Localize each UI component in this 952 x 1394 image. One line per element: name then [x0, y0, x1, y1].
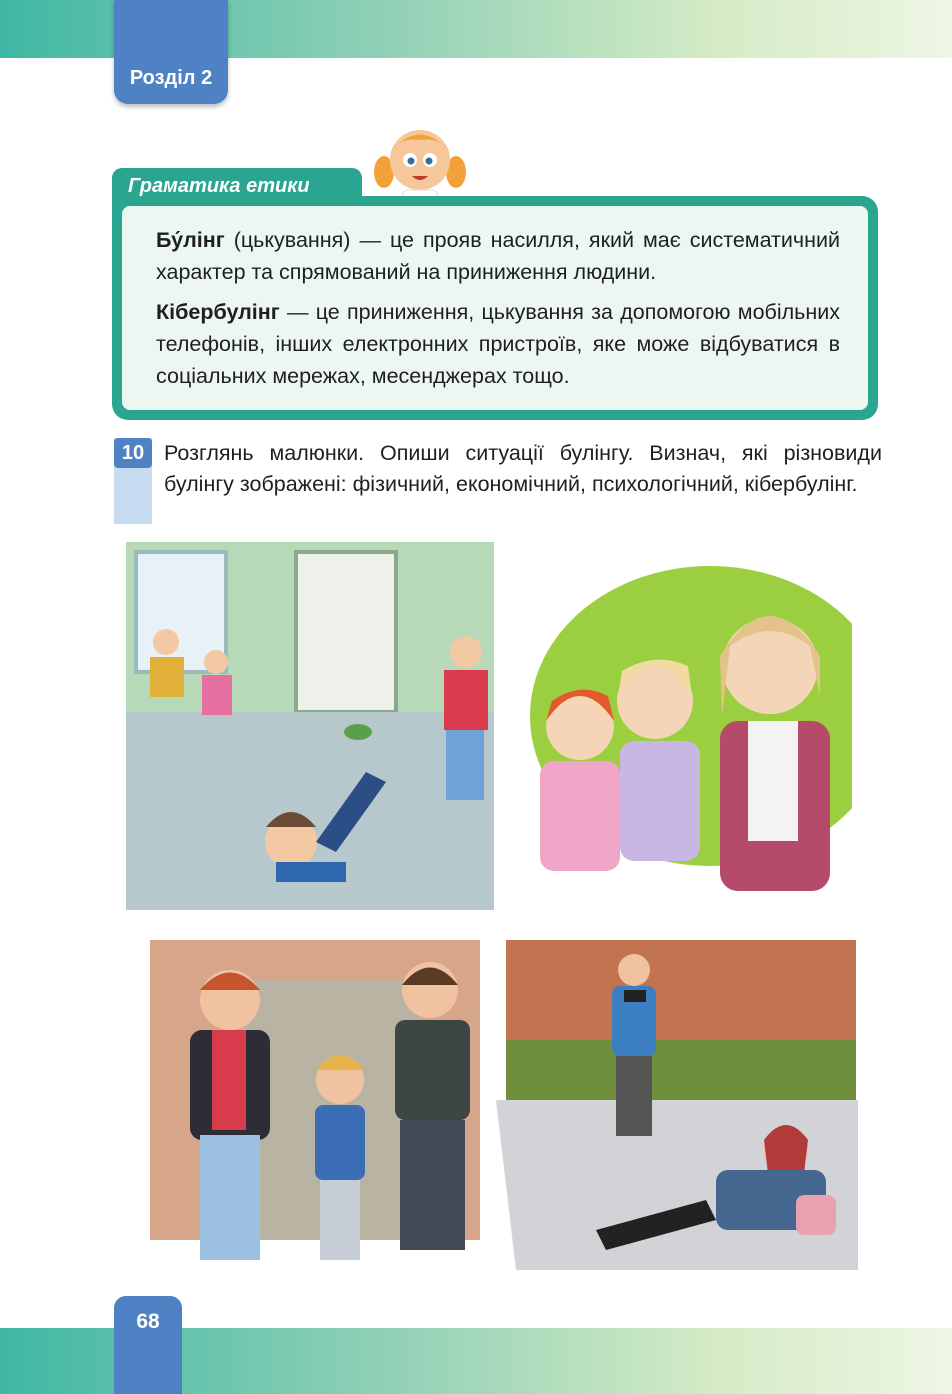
illustration-filming	[496, 930, 858, 1280]
task-number: 10	[114, 438, 152, 468]
term-cyberbullying: Кібербулінг	[156, 300, 280, 324]
school-corridor-tripping-scene-icon	[126, 542, 494, 910]
illustration-whispering	[510, 556, 852, 912]
illustration-corridor	[126, 542, 494, 910]
grammar-label-text: Граматика етики	[128, 174, 310, 197]
definition-box	[112, 196, 878, 420]
illustration-extortion	[130, 930, 492, 1280]
girls-whispering-scene-icon	[510, 556, 852, 912]
definition-content	[122, 206, 868, 410]
definition-bullying	[156, 224, 840, 288]
section-label: Розділ 2	[129, 67, 213, 89]
girl-filmed-on-phone-scene-icon	[496, 930, 858, 1280]
definition-cyberbullying-text: — це приниження, цькування за допомогою мобільних телефонів, інших електронних пристроїв, яке може відбуватися в соціальних мережах, месенджерах тощо.	[156, 300, 840, 388]
page-number-tab	[114, 1296, 182, 1394]
term-bullying: Бу́лінг	[156, 228, 225, 252]
page-number: 68	[136, 1310, 160, 1333]
definition-bullying-text: (цькування) — це прояв насилля, який має систематичний характер та спрямований на приниження людини.	[156, 228, 840, 284]
task-number-marker	[114, 438, 152, 524]
definition-cyberbullying	[156, 296, 840, 392]
boys-extortion-scene-icon	[130, 930, 492, 1280]
section-tab	[114, 0, 228, 104]
task-instructions: Розглянь малюнки. Опиши ситуації булінгу. Визнач, які різновиди булінгу зображені: фізичний, економічний, психологічний, кібербулінг.	[164, 441, 882, 496]
